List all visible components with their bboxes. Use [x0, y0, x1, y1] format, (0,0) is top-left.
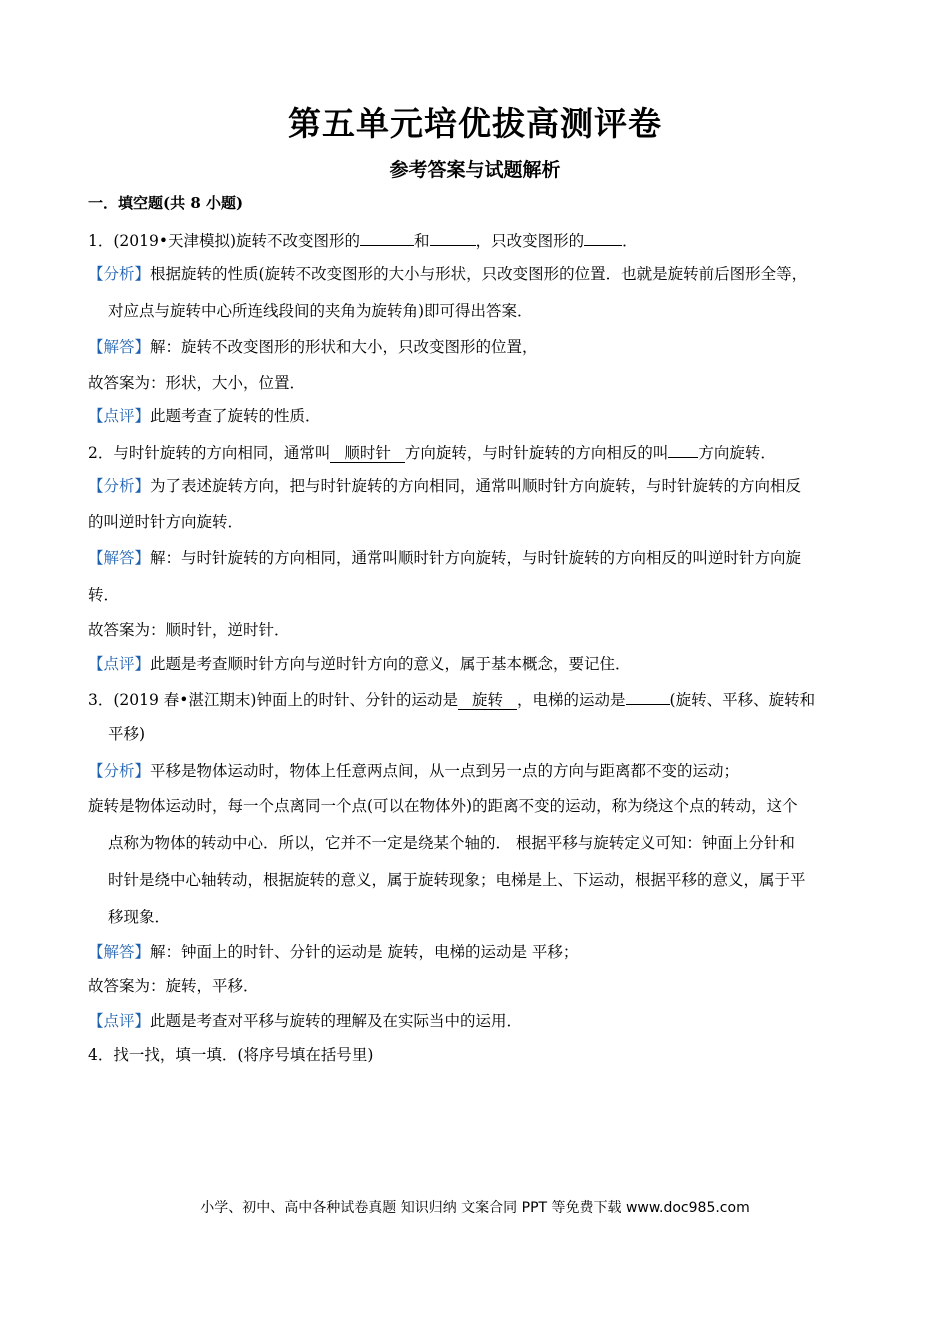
- q2-answer-text-1: 解：与时针旋转的方向相同，通常叫顺时针方向旋转，与时针旋转的方向相反的叫逆时针方向旋: [150, 549, 802, 567]
- q2-text-1: 2．与时针旋转的方向相同，通常叫: [88, 444, 331, 462]
- q3-comment-text: 此题是考查对平移与旋转的理解及在实际当中的运用．: [150, 1012, 523, 1030]
- q3-text-1: 3．(2019 春•湛江期末)钟面上的时针、分针的运动是: [88, 691, 458, 709]
- q1-blank-2: [430, 229, 476, 246]
- q3-comment-line: [88, 1011, 522, 1031]
- q1-analysis-text-1: 根据旋转的性质(旋转不改变图形的大小与形状，只改变图形的位置．也就是旋转前后图形全等，: [150, 265, 808, 283]
- q1-text-3: ，只改变图形的: [475, 232, 585, 250]
- page-title: 第五单元培优拔高测评卷: [288, 104, 662, 143]
- page-subtitle: 参考答案与试题解析: [389, 159, 561, 181]
- comment-tag: 【点评】: [88, 655, 151, 673]
- q1-text-1: 1．(2019•天津模拟)旋转不改变图形的: [88, 232, 361, 250]
- analysis-tag: 【分析】: [88, 477, 151, 495]
- q2-answer-line-3: 故答案为：顺时针，逆时针．: [88, 621, 290, 639]
- question-2: [88, 441, 776, 463]
- q1-analysis-line-1: [88, 264, 807, 284]
- q2-text-2: 方向旋转，与时针旋转的方向相反的叫: [404, 444, 669, 462]
- q1-answer-line-1: [88, 337, 538, 357]
- question-4: 4．找一找，填一填．(将序号填在括号里): [88, 1046, 374, 1064]
- answer-tag: 【解答】: [88, 549, 151, 567]
- q3-text-2: ，电梯的运动是: [517, 691, 626, 709]
- q1-answer-line-2: 故答案为：形状，大小，位置．: [88, 374, 306, 392]
- q2-analysis-line-1: [88, 476, 801, 496]
- q3-answer-line-2: 故答案为：旋转，平移．: [88, 977, 259, 995]
- q3-analysis-text-1: 平移是物体运动时，物体上任意两点间，从一点到另一点的方向与距离都不变的运动；: [150, 762, 740, 780]
- section-heading: 一．填空题(共 8 小题): [88, 194, 244, 212]
- q1-comment-text: 此题考查了旋转的性质．: [150, 407, 321, 425]
- q3-answer-text-1: 解：钟面上的时针、分针的运动是 旋转，电梯的运动是 平移；: [150, 943, 579, 961]
- q2-text-3: 方向旋转．: [698, 444, 776, 462]
- q1-comment-line: [88, 406, 321, 426]
- q3-analysis-line-4: 时针是绕中心轴转动，根据旋转的意义，属于旋转现象；电梯是上、下运动，根据平移的意义，属于平: [108, 871, 806, 889]
- comment-tag: 【点评】: [88, 407, 151, 425]
- q2-comment-text: 此题是考查顺时针方向与逆时针方向的意义，属于基本概念，要记住．: [150, 655, 631, 673]
- q2-comment-line: [88, 654, 631, 674]
- comment-tag: 【点评】: [88, 1012, 151, 1030]
- q2-analysis-line-2: 的叫逆时针方向旋转．: [88, 513, 244, 531]
- q3-analysis-line-2: 旋转是物体运动时，每一个点离同一个点(可以在物体外)的距离不变的运动，称为绕这个点的转动，这个: [88, 797, 798, 815]
- q3-answer-line-1: [88, 942, 578, 962]
- page-footer: 小学、初中、高中各种试卷真题 知识归纳 文案合同 PPT 等免费下载 www.doc985.com: [200, 1200, 750, 1216]
- q3-analysis-line-5: 移现象．: [108, 908, 171, 926]
- q2-analysis-text-1: 为了表述旋转方向，把与时针旋转的方向相同，通常叫顺时针方向旋转，与时针旋转的方向相反: [150, 477, 802, 495]
- q2-filled-blank-1: 顺时针: [330, 444, 405, 463]
- q1-text-4: ．: [622, 232, 638, 250]
- q2-answer-line-1: [88, 548, 801, 568]
- q3-analysis-line-1: [88, 761, 739, 781]
- q1-answer-text-1: 解：旋转不改变图形的形状和大小，只改变图形的位置，: [150, 338, 538, 356]
- analysis-tag: 【分析】: [88, 762, 151, 780]
- q2-answer-line-2: 转．: [88, 586, 120, 604]
- q1-text-2: 和: [414, 232, 430, 250]
- q3-blank-2: [626, 688, 670, 705]
- question-3: [88, 688, 815, 710]
- q2-blank-2: [668, 441, 698, 458]
- answer-tag: 【解答】: [88, 943, 151, 961]
- q1-blank-3: [584, 229, 622, 246]
- q1-analysis-line-2: 对应点与旋转中心所连线段间的夹角为旋转角)即可得出答案．: [108, 302, 533, 320]
- analysis-tag: 【分析】: [88, 265, 151, 283]
- q3-analysis-line-3: 点称为物体的转动中心．所以，它并不一定是绕某个轴的． 根据平移与旋转定义可知：钟面上分针和: [108, 834, 795, 852]
- q3-text-line-2: 平移): [108, 725, 146, 743]
- answer-tag: 【解答】: [88, 338, 151, 356]
- q3-filled-blank-1: 旋转: [458, 691, 517, 710]
- q1-blank-1: [360, 229, 414, 246]
- question-1: [88, 229, 638, 251]
- q3-text-3: (旋转、平移、旋转和: [669, 691, 816, 709]
